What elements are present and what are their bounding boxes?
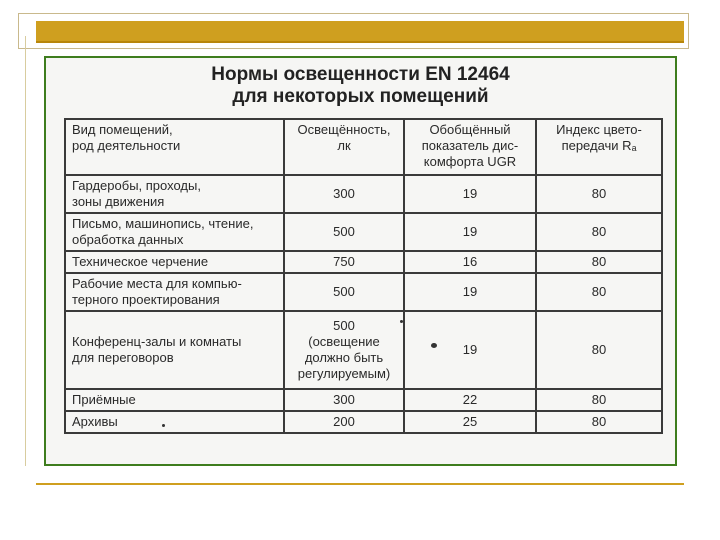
header-ugr: Обобщённый показатель дис- комфорта UGR [404, 119, 536, 175]
ugr-value: 19 [404, 273, 536, 311]
document-title-line-1: Нормы освещенности EN 12464 [211, 64, 510, 85]
room-name: Письмо, машинопись, чтение, обработка данных [65, 213, 284, 251]
ugr-value: 19 [404, 311, 536, 389]
illuminance-value: 500 [284, 213, 404, 251]
ugr-value: 19 [404, 175, 536, 213]
table-header-row [65, 119, 662, 175]
room-name: Приёмные [65, 389, 284, 411]
document-title-line-2: для некоторых помещений [232, 86, 489, 107]
ra-value: 80 [536, 251, 662, 273]
header-room-type: Вид помещений, род деятельности [65, 119, 284, 175]
ra-value: 80 [536, 389, 662, 411]
illuminance-norms-table [64, 118, 663, 434]
scanned-table-image [44, 56, 677, 466]
room-name: Конференц-залы и комнаты для переговоров [65, 311, 284, 389]
illuminance-value: 300 [284, 389, 404, 411]
illuminance-value: 200 [284, 411, 404, 433]
table-row [65, 175, 662, 213]
scan-speck [162, 424, 165, 427]
ugr-value: 25 [404, 411, 536, 433]
table-row [65, 411, 662, 433]
illuminance-value: 500 (освещение должно быть регулируемым) [284, 311, 404, 389]
header-illuminance: Освещённость, лк [284, 119, 404, 175]
ra-value: 80 [536, 411, 662, 433]
ugr-value: 22 [404, 389, 536, 411]
illuminance-value: 750 [284, 251, 404, 273]
scan-speck [431, 343, 437, 348]
ra-value: 80 [536, 213, 662, 251]
table-row [65, 311, 662, 389]
room-name: Гардеробы, проходы, зоны движения [65, 175, 284, 213]
room-name: Техническое черчение [65, 251, 284, 273]
room-name: Рабочие места для компью- терного проектирования [65, 273, 284, 311]
room-name: Архивы [65, 411, 284, 433]
table-row [65, 273, 662, 311]
illuminance-value: 500 [284, 273, 404, 311]
ugr-value: 19 [404, 213, 536, 251]
ra-value: 80 [536, 311, 662, 389]
table-row [65, 213, 662, 251]
ugr-value: 16 [404, 251, 536, 273]
slide-bottom-rule [36, 483, 684, 485]
ra-value: 80 [536, 273, 662, 311]
scan-speck [400, 320, 403, 323]
table-row [65, 389, 662, 411]
header-color-rendering: Индекс цвето- передачи Rₐ [536, 119, 662, 175]
slide-left-rule [25, 36, 26, 466]
slide-header-band [36, 21, 684, 43]
table-row [65, 251, 662, 273]
ra-value: 80 [536, 175, 662, 213]
illuminance-value: 300 [284, 175, 404, 213]
